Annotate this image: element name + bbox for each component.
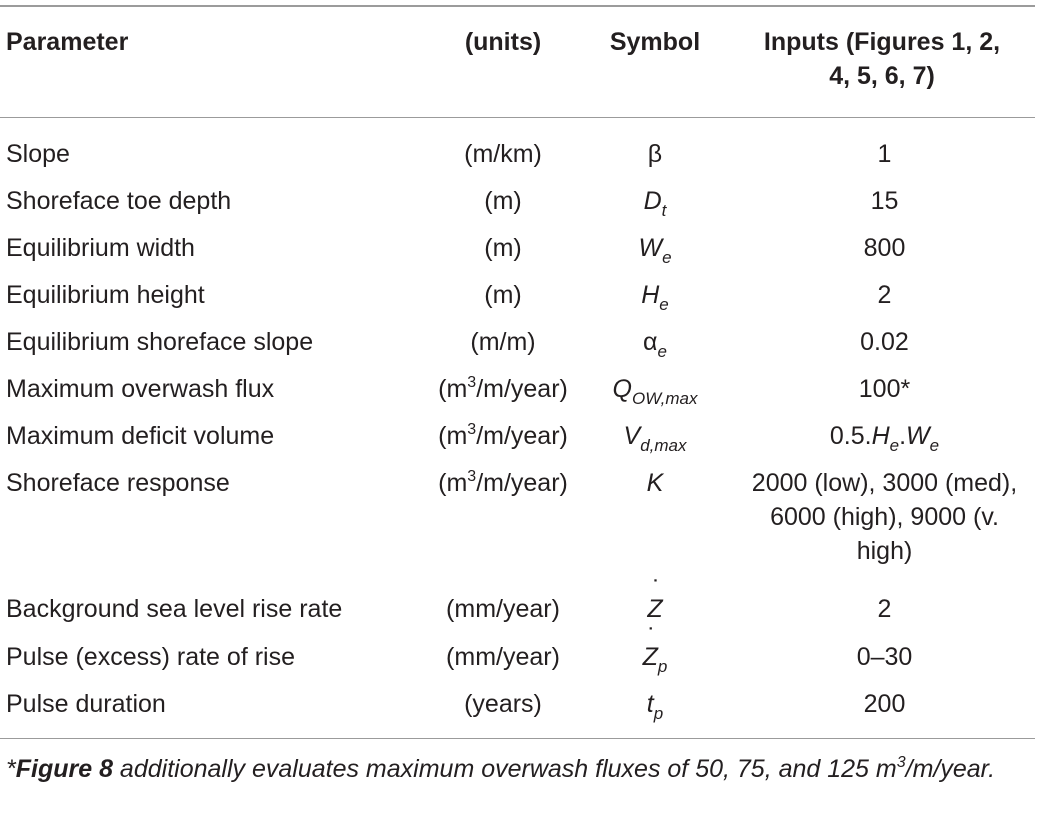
footnote-text: additionally evaluates maximum overwash fluxes of 50, 75, and 125 m	[112, 755, 897, 783]
row-parameter: Maximum overwash flux	[6, 375, 275, 403]
table-row	[0, 419, 1040, 459]
row-parameter: Background sea level rise rate	[6, 595, 343, 623]
row-input: 1	[877, 140, 892, 168]
row-symbol: $H_e$	[641, 281, 669, 314]
row-units: (m/km)	[464, 140, 542, 168]
row-units: (years)	[464, 690, 542, 718]
table-row	[0, 325, 1040, 365]
row-symbol: K	[646, 469, 664, 497]
table-footnote	[6, 752, 1032, 786]
table-top-rule	[0, 5, 1035, 7]
header-inputs-line1: Inputs (Figures 1, 2,	[763, 28, 1001, 56]
header-symbol: Symbol	[609, 28, 701, 56]
table-bottom-rule	[0, 738, 1035, 739]
row-symbol: ˙ $Z_p$	[600, 640, 710, 674]
row-input: 100*	[858, 375, 911, 403]
row-parameter: Equilibrium width	[6, 234, 195, 262]
row-input: 2	[877, 281, 892, 309]
row-units: (m)	[484, 187, 522, 215]
row-input: 200	[863, 690, 906, 718]
table-row	[0, 640, 1040, 680]
row-units: (m)	[484, 281, 522, 309]
header-inputs	[732, 25, 1032, 93]
row-parameter: Pulse duration	[6, 690, 166, 718]
table-row	[0, 184, 1040, 224]
header-parameter: Parameter	[6, 28, 129, 56]
row-units: $(m^3/m/year)$	[438, 421, 568, 450]
table-row	[0, 137, 1040, 177]
row-parameter: Shoreface response	[6, 469, 230, 497]
row-input-line: 2000 (low), 3000 (med),	[751, 469, 1018, 497]
row-parameter: Equilibrium height	[6, 281, 205, 309]
table-row	[0, 278, 1040, 318]
header-inputs-line2: 4, 5, 6, 7)	[829, 62, 935, 90]
header-units: (units)	[464, 28, 542, 56]
footnote-figure-link[interactable]: Figure 8	[15, 755, 113, 783]
table-row	[0, 231, 1040, 271]
row-parameter: Slope	[6, 140, 70, 168]
row-input: 2	[877, 595, 892, 623]
footnote-text-end: /m/year.	[905, 755, 996, 783]
row-symbol: $D_t$	[643, 187, 667, 220]
footnote-star: *	[6, 755, 16, 783]
row-input: 0.02	[860, 328, 909, 356]
row-input-line: 6000 (high), 9000 (v.	[770, 503, 999, 531]
row-parameter: Maximum deficit volume	[6, 422, 275, 450]
row-symbol: $\alpha_e$	[643, 328, 667, 361]
row-symbol: $t_p$	[646, 690, 664, 723]
row-units: (m/m)	[470, 328, 536, 356]
header-divider-rule	[0, 117, 1035, 118]
table-row	[0, 466, 1040, 586]
table-row	[0, 372, 1040, 412]
row-units: (mm/year)	[446, 643, 560, 671]
row-symbol: ˙ Z	[600, 592, 710, 626]
row-input: 0–30	[856, 643, 913, 671]
footnote-superscript: 3	[896, 754, 906, 771]
row-parameter: Pulse (excess) rate of rise	[6, 643, 295, 671]
row-parameter: Equilibrium shoreface slope	[6, 328, 314, 356]
row-input: $0.5.H_e.W_e$	[829, 422, 940, 455]
row-symbol: $W_e$	[638, 234, 672, 267]
row-input	[732, 466, 1037, 568]
row-units: (mm/year)	[446, 595, 560, 623]
table-row	[0, 592, 1040, 632]
row-input: 15	[870, 187, 899, 215]
row-input: 800	[863, 234, 906, 262]
row-symbol: $Q_{OW,max}$	[612, 375, 698, 408]
row-input-line: high)	[856, 537, 913, 565]
table-row	[0, 687, 1040, 727]
row-symbol: β	[647, 140, 663, 168]
row-units: $(m^3/m/year)$	[438, 374, 568, 403]
row-parameter: Shoreface toe depth	[6, 187, 232, 215]
row-units: (m)	[484, 234, 522, 262]
row-symbol: $V_{d,max}$	[623, 422, 687, 455]
row-units: $(m^3/m/year)$	[438, 468, 568, 497]
